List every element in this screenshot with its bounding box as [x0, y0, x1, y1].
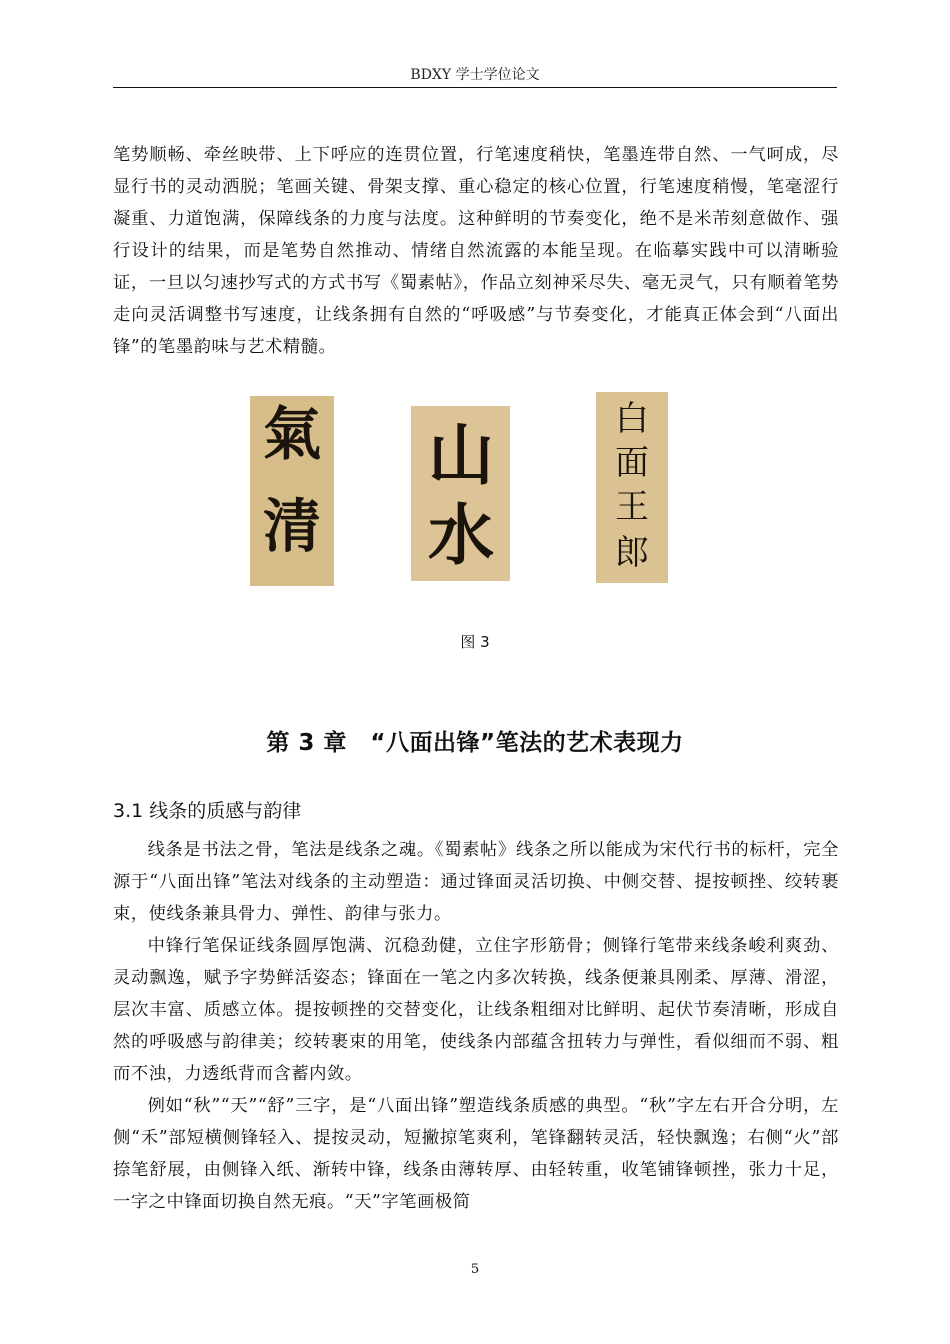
body-paragraph-3: 中锋行笔保证线条圆厚饱满、沉稳劲健，立住字形筋骨；侧锋行笔带来线条峻利爽劲、灵动飘逸，赋予字势鲜活姿态；锋面在一笔之内多次转换，线条便兼具刚柔、厚薄、滑涩，层次丰富、质感立体。提按顿挫的交替变化，让线条粗细对比鲜明、起伏节奏清晰，形成自然的呼吸感与韵律美；绞转裹束的用笔，使线条内部蕴含扭转力与弹性，看似细而不弱、粗而不浊，力透纸背而含蓄内敛。 — [113, 936, 839, 1084]
calligraphy-svg-qi-qing — [250, 396, 334, 586]
body-paragraph-4: 例如“秋”“天”“舒”三字，是“八面出锋”塑造线条质感的典型。“秋”字左右开合分明，左侧“禾”部短横侧锋轻入、提按灵动，短撇掠笔爽利，笔锋翻转灵活，轻快飘逸；右侧“火”部捺笔舒展，由侧锋入纸、渐转中锋，线条由薄转厚、由轻转重，收笔铺锋顿挫，张力十足，一字之中锋面切换自然无痕。“天”字笔画极简 — [113, 1096, 839, 1212]
calligraphy-char: 山 — [428, 416, 494, 494]
page-number: 5 — [470, 1262, 480, 1277]
calligraphy-svg-shan-shui — [411, 406, 510, 581]
header-rule — [113, 87, 837, 88]
calligraphy-char: 王 — [615, 487, 649, 527]
calligraphy-char: 面 — [615, 443, 649, 483]
calligraphy-char: 氣 — [262, 400, 322, 468]
section-title: 3.1 线条的质感与韵律 — [113, 800, 302, 822]
calligraphy-char: 白 — [615, 399, 649, 439]
calligraphy-image-bai-mian-wang-lang — [596, 392, 668, 583]
calligraphy-image-shan-shui — [411, 406, 510, 581]
calligraphy-char: 郎 — [615, 533, 649, 573]
calligraphy-char: 清 — [262, 492, 322, 560]
calligraphy-char: 水 — [428, 496, 494, 574]
calligraphy-image-qi-qing — [250, 396, 334, 586]
body-paragraph-1: 笔势顺畅、牵丝映带、上下呼应的连贯位置，行笔速度稍快，笔墨连带自然、一气呵成，尽显行书的灵动洒脱；笔画关键、骨架支撑、重心稳定的核心位置，行笔速度稍慢，笔毫涩行凝重、力道饱满，保障线条的力度与法度。这种鲜明的节奏变化，绝不是米芾刻意做作、强行设计的结果，而是笔势自然推动、情绪自然流露的本能呈现。在临摹实践中可以清晰验证，一旦以匀速抄写式的方式书写《蜀素帖》，作品立刻神采尽失、毫无灵气，只有顺着笔势走向灵活调整书写速度，让线条拥有自然的“呼吸感”与节奏变化，才能真正体会到“八面出锋”的笔墨韵味与艺术精髓。 — [113, 145, 839, 357]
chapter-title: 第 3 章 “八面出锋”笔法的艺术表现力 — [266, 730, 684, 756]
calligraphy-svg-bai-mian-wang-lang — [596, 392, 668, 583]
figure-caption: 图 3 — [460, 633, 490, 651]
body-paragraph-2: 线条是书法之骨，笔法是线条之魂。《蜀素帖》线条之所以能成为宋代行书的标杆，完全源于“八面出锋”笔法对线条的主动塑造：通过锋面灵活切换、中侧交替、提按顿挫、绞转裹束，使线条兼具骨力、弹性、韵律与张力。 — [113, 840, 839, 924]
page-header: BDXY 学士学位论文 — [410, 67, 540, 83]
